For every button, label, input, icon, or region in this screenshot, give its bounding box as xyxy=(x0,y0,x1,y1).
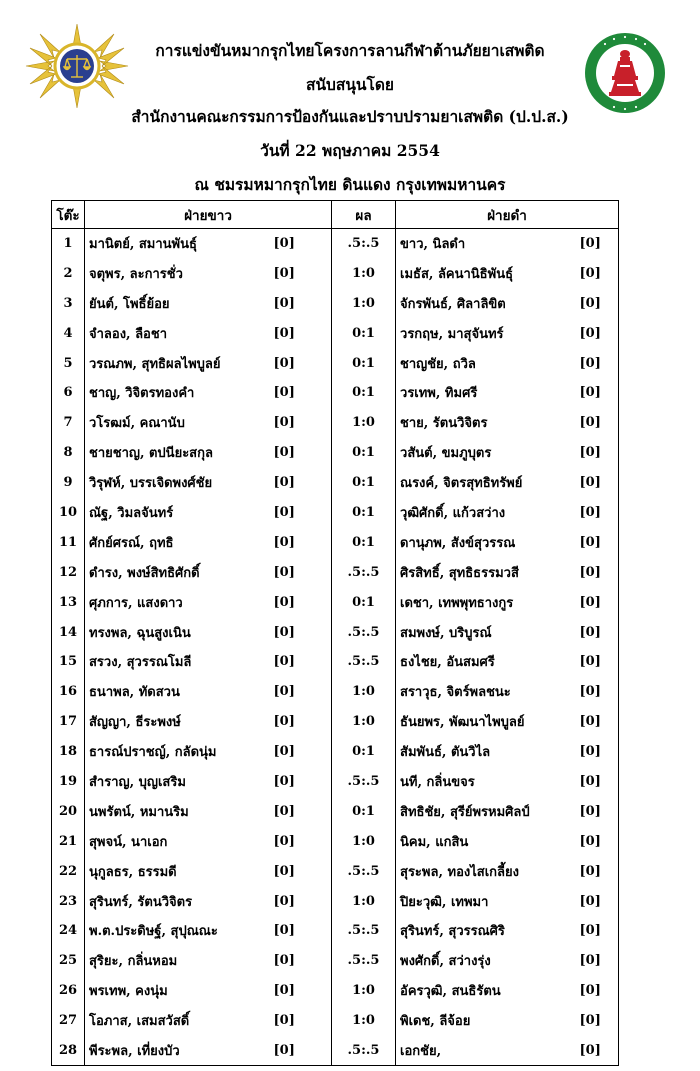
table-row xyxy=(52,557,619,587)
white-points: [0] xyxy=(274,498,332,528)
black-player: วรกฤษ, มาสุจันทร์ xyxy=(396,318,580,348)
board-number: 18 xyxy=(52,737,85,767)
board-number: 13 xyxy=(52,587,85,617)
black-player: จักรพันธ์, ศิลาลิขิต xyxy=(396,288,580,318)
black-points: [0] xyxy=(580,527,619,557)
game-result: 1:0 xyxy=(332,886,396,916)
game-result: 1:0 xyxy=(332,826,396,856)
table-row xyxy=(52,1036,619,1066)
white-points: [0] xyxy=(274,856,332,886)
black-points: [0] xyxy=(580,258,619,288)
board-number: 14 xyxy=(52,617,85,647)
white-points: [0] xyxy=(274,318,332,348)
game-result: .5:.5 xyxy=(332,856,396,886)
black-header: ฝ่ายดำ xyxy=(396,201,619,229)
black-player: ชาญชัย, ถวิล xyxy=(396,348,580,378)
game-result: .5:.5 xyxy=(332,946,396,976)
white-points: [0] xyxy=(274,617,332,647)
white-points: [0] xyxy=(274,468,332,498)
game-result: .5:.5 xyxy=(332,916,396,946)
table-row xyxy=(52,826,619,856)
black-points: [0] xyxy=(580,1036,619,1066)
black-player: สิทธิชัย, สุรีย์พรหมศิลป์ xyxy=(396,796,580,826)
board-number: 19 xyxy=(52,767,85,797)
white-player: สำราญ, บุญเสริม xyxy=(85,767,274,797)
white-points: [0] xyxy=(274,378,332,408)
game-result: .5:.5 xyxy=(332,229,396,259)
table-row xyxy=(52,408,619,438)
game-result: 1:0 xyxy=(332,677,396,707)
white-player: ยันต์, โพธิ์ย้อย xyxy=(85,288,274,318)
white-points: [0] xyxy=(274,527,332,557)
white-points: [0] xyxy=(274,976,332,1006)
white-points: [0] xyxy=(274,886,332,916)
black-points: [0] xyxy=(580,229,619,259)
table-row xyxy=(52,916,619,946)
black-player: สมพงษ์, บริบูรณ์ xyxy=(396,617,580,647)
game-result: 1:0 xyxy=(332,408,396,438)
black-player: สุระพล, ทองไสเกลี้ยง xyxy=(396,856,580,886)
board-number: 15 xyxy=(52,647,85,677)
game-result: .5:.5 xyxy=(332,1036,396,1066)
game-result: 0:1 xyxy=(332,318,396,348)
white-points: [0] xyxy=(274,916,332,946)
board-number: 2 xyxy=(52,258,85,288)
white-player: ทรงพล, ฉุนสูงเนิน xyxy=(85,617,274,647)
board-number: 22 xyxy=(52,856,85,886)
black-points: [0] xyxy=(580,288,619,318)
table-row xyxy=(52,796,619,826)
black-player: วุฒิศักดิ์, แก้วสว่าง xyxy=(396,498,580,528)
board-number: 12 xyxy=(52,557,85,587)
white-player: พีระพล, เที่ยงบัว xyxy=(85,1036,274,1066)
black-points: [0] xyxy=(580,826,619,856)
black-points: [0] xyxy=(580,1006,619,1036)
white-player: ธารณ์ปราชญ์, กลัดนุ่ม xyxy=(85,737,274,767)
white-player: วิรุฬห์, บรรเจิดพงศ์ชัย xyxy=(85,468,274,498)
table-row xyxy=(52,767,619,797)
game-result: 0:1 xyxy=(332,737,396,767)
white-points: [0] xyxy=(274,707,332,737)
black-points: [0] xyxy=(580,707,619,737)
white-player: สุพจน์, นาเอก xyxy=(85,826,274,856)
table-row xyxy=(52,677,619,707)
white-player: โอภาส, เสมสวัสดิ์ xyxy=(85,1006,274,1036)
table-row xyxy=(52,318,619,348)
white-player: วโรฒม์, คณานับ xyxy=(85,408,274,438)
game-result: 0:1 xyxy=(332,468,396,498)
game-result: 1:0 xyxy=(332,1006,396,1036)
white-player: ชาญ, วิจิตรทองคำ xyxy=(85,378,274,408)
board-number: 8 xyxy=(52,438,85,468)
game-result: 1:0 xyxy=(332,258,396,288)
table-row xyxy=(52,737,619,767)
white-points: [0] xyxy=(274,946,332,976)
white-player: สัญญา, ธีระพงษ์ xyxy=(85,707,274,737)
table-row xyxy=(52,1006,619,1036)
table-row xyxy=(52,468,619,498)
black-points: [0] xyxy=(580,677,619,707)
table-row xyxy=(52,617,619,647)
white-points: [0] xyxy=(274,796,332,826)
board-number: 23 xyxy=(52,886,85,916)
board-number: 28 xyxy=(52,1036,85,1066)
white-player: ศุภการ, แสงดาว xyxy=(85,587,274,617)
white-player: ชายชาญ, ตปนียะสกุล xyxy=(85,438,274,468)
black-points: [0] xyxy=(580,378,619,408)
board-number: 16 xyxy=(52,677,85,707)
black-player: ปิยะวุฒิ, เทพมา xyxy=(396,886,580,916)
board-number: 17 xyxy=(52,707,85,737)
white-points: [0] xyxy=(274,229,332,259)
white-points: [0] xyxy=(274,767,332,797)
white-player: พรเทพ, คงนุ่ม xyxy=(85,976,274,1006)
white-player: จตุพร, ละการชั่ว xyxy=(85,258,274,288)
table-row xyxy=(52,886,619,916)
black-points: [0] xyxy=(580,408,619,438)
black-player: พิเดช, ลีจ้อย xyxy=(396,1006,580,1036)
white-points: [0] xyxy=(274,677,332,707)
black-points: [0] xyxy=(580,468,619,498)
black-player: สราวุธ, จิตร์พลชนะ xyxy=(396,677,580,707)
black-points: [0] xyxy=(580,856,619,886)
table-row xyxy=(52,229,619,259)
board-number: 7 xyxy=(52,408,85,438)
white-header: ฝ่ายขาว xyxy=(85,201,332,229)
white-points: [0] xyxy=(274,1006,332,1036)
board-number: 25 xyxy=(52,946,85,976)
sponsor-name: สำนักงานคณะกรรมการป้องกันและปราบปรามยาเสพติด (ป.ป.ส.) xyxy=(131,107,569,126)
board-number: 26 xyxy=(52,976,85,1006)
board-number: 9 xyxy=(52,468,85,498)
black-player: เดชา, เทพพุทธางกูร xyxy=(396,587,580,617)
black-points: [0] xyxy=(580,438,619,468)
white-player: ณัฐ, วิมลจันทร์ xyxy=(85,498,274,528)
sponsor-label: สนับสนุนโดย xyxy=(305,75,395,94)
white-points: [0] xyxy=(274,348,332,378)
game-result: 1:0 xyxy=(332,707,396,737)
game-result: 0:1 xyxy=(332,378,396,408)
result-header: ผล xyxy=(332,201,396,229)
game-result: .5:.5 xyxy=(332,557,396,587)
black-points: [0] xyxy=(580,886,619,916)
board-number: 24 xyxy=(52,916,85,946)
black-player: เมธัส, ลัคนานิธิพันธุ์ xyxy=(396,258,580,288)
white-player: ศักย์ศรณ์, ฤทธิ xyxy=(85,527,274,557)
board-number: 1 xyxy=(52,229,85,259)
black-points: [0] xyxy=(580,498,619,528)
table-header-row xyxy=(52,201,619,229)
board-number: 6 xyxy=(52,378,85,408)
game-result: 0:1 xyxy=(332,527,396,557)
white-points: [0] xyxy=(274,438,332,468)
white-points: [0] xyxy=(274,1036,332,1066)
black-points: [0] xyxy=(580,348,619,378)
white-points: [0] xyxy=(274,258,332,288)
white-player: พ.ต.ประดิษฐ์, สุปุณณะ xyxy=(85,916,274,946)
black-points: [0] xyxy=(580,976,619,1006)
event-title: การแข่งขันหมากรุกไทยโครงการลานกีฬาต้านภัยยาเสพติด xyxy=(155,41,545,60)
black-player: ขาว, นิลดำ xyxy=(396,229,580,259)
game-result: .5:.5 xyxy=(332,617,396,647)
black-player: นที, กลิ่นขจร xyxy=(396,767,580,797)
white-player: จำลอง, ลือชา xyxy=(85,318,274,348)
table-row xyxy=(52,498,619,528)
white-player: สรวง, สุวรรณโมลี xyxy=(85,647,274,677)
table-row xyxy=(52,527,619,557)
white-points: [0] xyxy=(274,557,332,587)
board-number: 20 xyxy=(52,796,85,826)
white-player: ดำรง, พงษ์สิทธิศักดิ์ xyxy=(85,557,274,587)
board-number: 21 xyxy=(52,826,85,856)
white-player: นพรัตน์, หมานริม xyxy=(85,796,274,826)
table-row xyxy=(52,946,619,976)
black-player: ณรงค์, จิตรสุทธิทรัพย์ xyxy=(396,468,580,498)
table-row xyxy=(52,856,619,886)
table-row xyxy=(52,976,619,1006)
black-points: [0] xyxy=(580,767,619,797)
white-player: นุกูลธร, ธรรมดี xyxy=(85,856,274,886)
black-player: วสันต์, ขมภูบุตร xyxy=(396,438,580,468)
table-row xyxy=(52,438,619,468)
table-row xyxy=(52,587,619,617)
black-points: [0] xyxy=(580,946,619,976)
black-points: [0] xyxy=(580,587,619,617)
black-player: นิคม, แกสิน xyxy=(396,826,580,856)
white-points: [0] xyxy=(274,587,332,617)
pairings-table xyxy=(51,200,619,1066)
game-result: 0:1 xyxy=(332,587,396,617)
white-points: [0] xyxy=(274,647,332,677)
board-number: 27 xyxy=(52,1006,85,1036)
event-venue: ณ ชมรมหมากรุกไทย ดินแดง กรุงเทพมหานคร xyxy=(194,175,506,194)
board-number: 5 xyxy=(52,348,85,378)
game-result: 0:1 xyxy=(332,796,396,826)
table-row xyxy=(52,378,619,408)
white-player: สุริยะ, กลิ่นหอม xyxy=(85,946,274,976)
white-player: มานิตย์, สมานพันธุ์ xyxy=(85,229,274,259)
table-row xyxy=(52,647,619,677)
game-result: 1:0 xyxy=(332,976,396,1006)
table-row xyxy=(52,288,619,318)
black-points: [0] xyxy=(580,796,619,826)
black-player: อัครวุฒิ, สนธิรัตน xyxy=(396,976,580,1006)
black-player: ดานุภพ, สังข์สุวรรณ xyxy=(396,527,580,557)
black-player: ชาย, รัตนวิจิตร xyxy=(396,408,580,438)
white-player: วรณภพ, สุทธิผลไพบูลย์ xyxy=(85,348,274,378)
game-result: .5:.5 xyxy=(332,767,396,797)
black-points: [0] xyxy=(580,737,619,767)
game-result: 1:0 xyxy=(332,288,396,318)
white-points: [0] xyxy=(274,826,332,856)
black-player: สัมพันธ์, ตันวิไล xyxy=(396,737,580,767)
board-number: 3 xyxy=(52,288,85,318)
black-points: [0] xyxy=(580,318,619,348)
white-points: [0] xyxy=(274,737,332,767)
black-player: ธันยพร, พัฒนาไพบูลย์ xyxy=(396,707,580,737)
game-result: 0:1 xyxy=(332,498,396,528)
board-number: 4 xyxy=(52,318,85,348)
black-player: วรเทพ, ทิมศรี xyxy=(396,378,580,408)
event-date: วันที่ 22 พฤษภาคม 2554 xyxy=(260,141,440,160)
black-player: สุรินทร์, สุวรรณศิริ xyxy=(396,916,580,946)
black-points: [0] xyxy=(580,916,619,946)
black-player: ธงไชย, อันสมศรี xyxy=(396,647,580,677)
board-header: โต๊ะ xyxy=(52,201,85,229)
black-points: [0] xyxy=(580,557,619,587)
black-points: [0] xyxy=(580,647,619,677)
game-result: 0:1 xyxy=(332,438,396,468)
table-row xyxy=(52,348,619,378)
white-player: สุรินทร์, รัตนวิจิตร xyxy=(85,886,274,916)
board-number: 10 xyxy=(52,498,85,528)
black-player: ศิรสิทธิ์, สุทธิธรรมวสี xyxy=(396,557,580,587)
black-player: พงศักดิ์, สว่างรุ่ง xyxy=(396,946,580,976)
white-points: [0] xyxy=(274,288,332,318)
white-points: [0] xyxy=(274,408,332,438)
white-player: ธนาพล, ทัดสวน xyxy=(85,677,274,707)
game-result: 0:1 xyxy=(332,348,396,378)
board-number: 11 xyxy=(52,527,85,557)
table-row xyxy=(52,258,619,288)
game-result: .5:.5 xyxy=(332,647,396,677)
table-row xyxy=(52,707,619,737)
black-player: เอกชัย, xyxy=(396,1036,580,1066)
black-points: [0] xyxy=(580,617,619,647)
